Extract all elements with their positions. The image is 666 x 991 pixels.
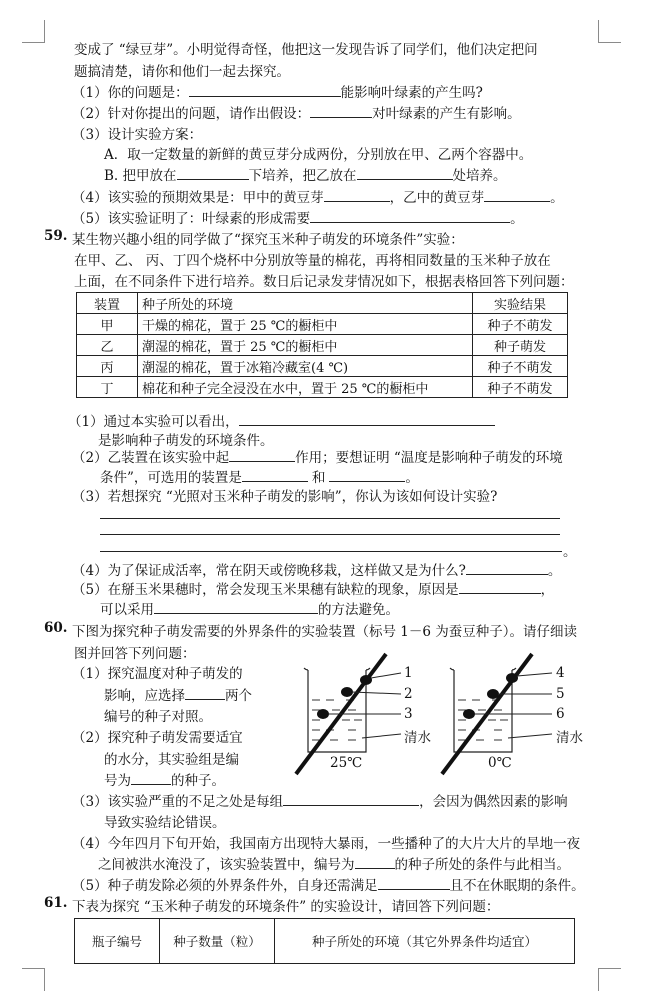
diagram-label-5: 5	[556, 686, 565, 702]
q59-sub3-end: 。	[563, 544, 577, 560]
q58-part1-blank[interactable]	[189, 84, 341, 97]
q58-part4	[72, 186, 564, 206]
q60-sub1-cont	[104, 684, 252, 704]
q59-sub5-mid: ，	[540, 582, 555, 598]
q60-sub5-tail: 且不在休眠期的条件。	[449, 878, 585, 894]
q59-results-table	[76, 292, 568, 398]
q59-sub2-cont-label: 条件”，可选用的装置是	[100, 470, 242, 486]
diagram-temp-left: 25℃	[330, 755, 363, 771]
q59-sub4	[72, 559, 561, 579]
q60-sub3-blank[interactable]	[283, 793, 419, 806]
q59-sub2-blank2[interactable]	[242, 469, 308, 482]
q59-sub3-answer-line2[interactable]	[100, 534, 560, 535]
table-row	[77, 356, 568, 377]
q58-part3: （3）设计实验方案：	[72, 127, 203, 143]
q60-sub3-cont: 导致实验结论错误。	[104, 815, 226, 831]
q58-step-b-blank1[interactable]	[177, 167, 249, 180]
diagram-water-label-right: 清水	[556, 730, 583, 746]
q59-title: 某生物兴趣小组的同学做了“探究玉米种子萌发的环境条件”实验：	[72, 232, 464, 248]
q59-sub4-end: 。	[547, 563, 562, 579]
q58-step-b	[104, 164, 507, 184]
q60-sub2: （2）探究种子萌发需要适宜	[72, 730, 243, 746]
table-cell: 种子不萌发	[473, 314, 568, 335]
q58-part4-blank1[interactable]	[324, 189, 390, 202]
q61-number: 61.	[44, 895, 68, 911]
q60-sub4-cont	[98, 853, 570, 873]
table-cell: 甲	[77, 314, 138, 335]
diagram-label-2: 2	[404, 686, 413, 702]
q59-sub5-label: （5）在掰玉米果穗时，常会发现玉米果穗有缺粒的现象，原因是	[72, 582, 459, 598]
q60-sub3	[72, 790, 568, 810]
q60-sub4: （4）今年四月下旬开始，我国南方出现特大暴雨，一些播种了的大片大片的旱地一夜	[72, 836, 581, 852]
table-header-row	[75, 919, 575, 964]
q59-sub3-answer-line1[interactable]	[100, 518, 560, 519]
q59-sub1-label: （1）通过本实验可以看出，	[68, 414, 239, 430]
q59-sub4-blank[interactable]	[466, 562, 548, 575]
q60-sub5	[72, 874, 585, 894]
table-cell: 丙	[77, 356, 138, 377]
diagram-label-4: 4	[556, 665, 565, 681]
q59-sub5-end: 的方法避免。	[318, 602, 399, 618]
table-header-cell: 瓶子编号	[75, 919, 160, 964]
q60-sub1-cont-label: 影响，应选择	[104, 688, 185, 704]
q59-intro-line1: 在甲、乙、 丙、丁四个烧杯中分别放等量的棉花，再将相同数量的玉米种子放在	[74, 253, 551, 269]
table-header-cell: 种子所处的环境	[138, 293, 473, 314]
q59-sub2-mid: 作用；要想证明 “温度是影响种子萌发的环境	[295, 450, 563, 466]
table-cell: 干燥的棉花，置于 25 ℃的橱柜中	[138, 314, 473, 335]
q59-sub5-blank1[interactable]	[459, 581, 541, 594]
q60-sub1-blank[interactable]	[185, 687, 225, 700]
q60-sub2-cont: 的水分，其实验组是编	[104, 752, 239, 768]
q60-title: 下图为探究种子萌发需要的外界条件的实验装置（标号 1－6 为蚕豆种子）。请仔细读	[72, 624, 578, 640]
q59-sub3: （3）若想探究 “光照对玉米种子萌发的影响”，你认为该如何设计实验?	[72, 489, 498, 505]
q60-sub5-blank[interactable]	[378, 877, 450, 890]
q60-sub5-label: （5）种子萌发除必须的外界条件外，自身还需满足	[72, 878, 378, 894]
q58-part5-tail: 。	[510, 211, 524, 227]
q59-intro-line2: 上面，在不同条件下进行培养。数日后记录发芽情况如下，根据表格回答下列问题：	[74, 274, 574, 290]
q59-number: 59.	[44, 228, 68, 244]
q59-sub5	[72, 578, 554, 598]
q59-sub2-blank1[interactable]	[229, 449, 295, 462]
table-cell: 丁	[77, 377, 138, 398]
q58-part5-label: （5）该实验证明了：叶绿素的形成需要	[72, 211, 311, 227]
q58-part4-mid: ，乙中的黄豆芽	[389, 190, 485, 206]
table-header-cell: 装置	[77, 293, 138, 314]
q60-sub1-cont2: 编号的种子对照。	[104, 709, 212, 725]
q58-part4-label: （4）该实验的预期效果是：甲中的黄豆芽	[72, 190, 324, 206]
q59-sub5-cont	[100, 598, 399, 618]
q60-sub4-cont-tail: 的种子所处的条件与此相当。	[394, 857, 570, 873]
q58-step-a: A．取一定数量的新鲜的黄豆芽分成两份，分别放在甲、乙两个容器中。	[104, 147, 533, 163]
table-cell: 潮湿的棉花，置于冰箱冷藏室(4 ℃)	[138, 356, 473, 377]
q58-part2-blank[interactable]	[310, 105, 372, 118]
q58-part4-blank2[interactable]	[484, 189, 550, 202]
q59-sub2	[72, 446, 563, 466]
table-header-cell: 种子数量（粒）	[160, 919, 275, 964]
table-header-cell: 实验结果	[473, 293, 568, 314]
q58-part2-label: （2）针对你提出的问题，请作出假设：	[72, 106, 311, 122]
q60-sub1-cont-tail: 两个	[225, 688, 252, 704]
table-row	[77, 335, 568, 356]
q58-part5-blank[interactable]	[310, 210, 510, 223]
q58-part1-label: （1）你的问题是：	[72, 85, 189, 101]
diagram-label-6: 6	[556, 706, 565, 722]
q61-design-table	[74, 918, 575, 964]
q58-step-b-label: B. 把甲放在	[104, 168, 177, 184]
q58-step-b-blank2[interactable]	[357, 167, 453, 180]
table-cell: 乙	[77, 335, 138, 356]
q59-sub2-cont	[100, 466, 419, 486]
q60-sub2-cont2-label: 号为	[104, 773, 131, 789]
table-cell: 棉花和种子完全浸没在水中，置于 25 ℃的橱柜中	[138, 377, 473, 398]
corner-mark-bottom-left	[22, 968, 45, 991]
q58-intro-line2: 题搞清楚，请你和他们一起去探究。	[74, 64, 290, 80]
table-row	[77, 314, 568, 335]
table-cell: 种子不萌发	[473, 377, 568, 398]
q59-sub1	[68, 410, 495, 430]
q58-step-b-tail: 处培养。	[452, 168, 507, 184]
table-cell: 种子不萌发	[473, 356, 568, 377]
q59-sub1-cont: 是影响种子萌发的环境条件。	[98, 433, 274, 449]
q60-sub3-tail: ，会因为偶然因素的影响	[419, 794, 568, 810]
q58-part2-tail: 对叶绿素的产生有影响。	[372, 106, 521, 122]
table-cell: 潮湿的棉花，置于 25 ℃的橱柜中	[138, 335, 473, 356]
q59-sub2-label: （2）乙装置在该实验中起	[72, 450, 230, 466]
q60-title-line2: 图并回答下列问题：	[74, 646, 196, 662]
diagram-label-1: 1	[404, 665, 413, 681]
q59-sub5-blank2[interactable]	[154, 601, 318, 614]
q59-sub3-answer-line3[interactable]	[100, 551, 562, 552]
q58-part2	[72, 102, 521, 122]
q60-sub2-cont2-tail: 的种子。	[171, 773, 225, 789]
table-row	[77, 377, 568, 398]
q60-sub2-blank[interactable]	[131, 772, 171, 785]
q60-sub4-blank[interactable]	[355, 856, 395, 869]
q58-part5	[72, 207, 524, 227]
q58-part1	[72, 81, 483, 101]
q60-sub1: （1）探究温度对种子萌发的	[72, 666, 243, 682]
corner-mark-bottom-right	[598, 968, 621, 991]
q60-sub4-cont-label: 之间被洪水淹没了，该实验装置中，编号为	[98, 857, 355, 873]
corner-mark-top-right	[598, 20, 621, 43]
diagram-label-3: 3	[404, 706, 413, 722]
table-cell: 种子萌发	[473, 335, 568, 356]
q58-step-b-mid: 下培养，把乙放在	[248, 168, 357, 184]
table-header-cell: 种子所处的环境（其它外界条件均适宜）	[275, 919, 575, 964]
q60-sub2-cont2	[104, 769, 225, 789]
diagram-water-label-left: 清水	[404, 730, 431, 746]
q58-intro-line1: 变成了 “绿豆芽”。小明觉得奇怪，他把这一发现告诉了同学们，他们决定把问	[74, 42, 538, 58]
diagram-temp-right: 0℃	[488, 755, 512, 771]
q59-sub2-end: 。	[405, 470, 419, 486]
q60-number: 60.	[44, 620, 68, 636]
q58-part4-tail: 。	[550, 190, 564, 206]
table-header-row	[77, 293, 568, 314]
q61-title: 下表为探究 “玉米种子萌发的环境条件” 的实验设计，请回答下列问题：	[72, 899, 500, 915]
corner-mark-top-left	[22, 20, 45, 43]
q59-sub4-label: （4）为了保证成活率，常在阴天或傍晚移栽，这样做又是为什么?	[72, 563, 466, 579]
q58-part1-tail: 能影响叶绿素的产生吗?	[340, 85, 483, 101]
q59-sub2-and: 和	[311, 470, 326, 486]
q59-sub5-cont-label: 可以采用	[100, 602, 154, 618]
q59-sub1-blank[interactable]	[239, 413, 495, 426]
q59-sub2-blank3[interactable]	[329, 469, 405, 482]
q60-sub3-label: （3）该实验严重的不足之处是每组	[72, 794, 284, 810]
